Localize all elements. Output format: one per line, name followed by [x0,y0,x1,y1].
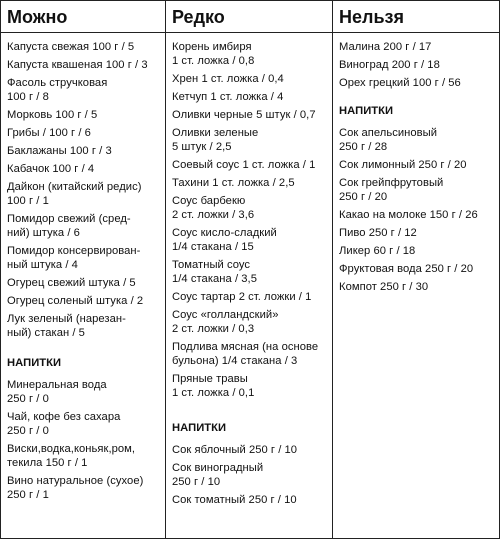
item-text-line: 2 ст. ложки / 0,3 [172,323,255,335]
item-text-line: 250 г / 0 [7,425,49,437]
drink-item [172,443,328,457]
column-body [1,33,165,502]
item-text-line: Соус тартар 2 ст. ложки / 1 [172,291,312,303]
item-text-line: бульона) 1/4 стакана / 3 [172,355,298,367]
item-text-line: 5 штук / 2,5 [172,141,232,153]
item-text-line: Фруктовая вода 250 г / 20 [339,263,474,275]
item-text-line: Сок яблочный 250 г / 10 [172,444,298,456]
item-text-line: Подлива мясная (на основе [172,341,319,353]
drink-item [339,126,495,154]
item-text-line: ный штука / 4 [7,259,78,271]
item-text-line: ный) стакан / 5 [7,327,85,339]
item-text-line: Кабачок 100 г / 4 [7,163,95,175]
food-item [172,258,328,286]
food-item [7,162,161,176]
food-item [7,76,161,104]
item-text-line: 250 г / 28 [339,141,388,153]
drink-item [339,280,495,294]
item-text-line: Чай, кофе без сахара [7,411,121,423]
item-text-line: Соус «голландский» [172,309,279,321]
item-text-line: Минеральная вода [7,379,107,391]
food-item [7,180,161,208]
drink-item [339,244,495,258]
item-text-line: Пиво 250 г / 12 [339,227,417,239]
food-item [172,194,328,222]
food-item [172,372,328,400]
item-text-line: 250 г / 10 [172,476,221,488]
food-item [7,58,161,72]
column-body [333,33,499,294]
item-text-line: Томатный соус [172,259,251,271]
drink-item [7,410,161,438]
item-text-line: Лук зеленый (нарезан- [7,313,126,325]
food-item [339,40,495,54]
column-header: Редко [166,1,332,33]
drinks-section-title: НАПИТКИ [7,357,62,369]
food-item [172,226,328,254]
item-text-line: Сок томатный 250 г / 10 [172,494,297,506]
item-text-line: Сок грейпфрутовый [339,177,444,189]
item-text-line: Капуста свежая 100 г / 5 [7,41,135,53]
item-text-line: Тахини 1 ст. ложка / 2,5 [172,177,295,189]
item-text-line: Малина 200 г / 17 [339,41,432,53]
item-text-line: Соевый соус 1 ст. ложка / 1 [172,159,316,171]
column-header: Можно [1,1,165,33]
item-text-line: Кетчуп 1 ст. ложка / 4 [172,91,284,103]
drinks-section-title: НАПИТКИ [339,105,394,117]
item-text-line: Морковь 100 г / 5 [7,109,98,121]
item-text-line: Орех грецкий 100 г / 56 [339,77,461,89]
drink-item [172,493,328,507]
column-rarely [165,1,332,538]
item-text-line: Сок апельсиновый [339,127,438,139]
food-item [339,58,495,72]
item-text-line: Грибы / 100 г / 6 [7,127,91,139]
food-item [7,144,161,158]
item-text-line: Капуста квашеная 100 г / 3 [7,59,148,71]
item-text-line: Ликер 60 г / 18 [339,245,416,257]
item-text-line: ний) штука / 6 [7,227,80,239]
item-text-line: Дайкон (китайский редис) [7,181,142,193]
drink-item [7,442,161,470]
drink-item [339,158,495,172]
food-item [7,40,161,54]
food-item [7,126,161,140]
item-text-line: 250 г / 0 [7,393,49,405]
drink-item [7,378,161,406]
food-item [7,108,161,122]
food-item [172,158,328,172]
food-item [172,90,328,104]
drink-item [339,176,495,204]
drinks-section-title: НАПИТКИ [172,422,227,434]
item-text-line: 1 ст. ложка / 0,8 [172,55,255,67]
item-text-line: Баклажаны 100 г / 3 [7,145,112,157]
item-text-line: Соус барбекю [172,195,246,207]
item-text-line: Корень имбиря [172,41,252,53]
item-text-line: 1/4 стакана / 3,5 [172,273,257,285]
column-allowed [1,1,165,538]
food-item [172,308,328,336]
food-item [172,340,328,368]
item-text-line: Пряные травы [172,373,248,385]
item-text-line: Сок виноградный [172,462,264,474]
food-item [7,244,161,272]
item-text-line: Огурец свежий штука / 5 [7,277,136,289]
food-item [7,312,161,340]
item-text-line: Помидор свежий (сред- [7,213,131,225]
item-text-line: 100 г / 1 [7,195,49,207]
drink-item [172,461,328,489]
item-text-line: Оливки черные 5 штук / 0,7 [172,109,316,121]
item-text-line: 100 г / 8 [7,91,49,103]
food-item [339,76,495,90]
food-item [172,290,328,304]
column-forbidden [332,1,499,538]
food-item [172,176,328,190]
food-item [172,108,328,122]
item-text-line: Сок лимонный 250 г / 20 [339,159,467,171]
item-text-line: 1/4 стакана / 15 [172,241,254,253]
item-text-line: 250 г / 20 [339,191,388,203]
item-text-line: текила 150 г / 1 [7,457,88,469]
column-header: Нельзя [333,1,499,33]
column-body [166,33,332,507]
item-text-line: Помидор консервирован- [7,245,141,257]
item-text-line: Виски,водка,коньяк,ром, [7,443,136,455]
food-item [7,212,161,240]
drink-item [339,262,495,276]
food-item [7,276,161,290]
item-text-line: Оливки зеленые [172,127,259,139]
drink-item [339,226,495,240]
food-item [172,126,328,154]
item-text-line: Огурец соленый штука / 2 [7,295,144,307]
item-text-line: Фасоль стручковая [7,77,108,89]
item-text-line: Какао на молоке 150 г / 26 [339,209,478,221]
item-text-line: 250 г / 1 [7,489,49,501]
drink-item [339,208,495,222]
item-text-line: Соус кисло-сладкий [172,227,277,239]
drink-item [7,474,161,502]
item-text-line: Хрен 1 ст. ложка / 0,4 [172,73,284,85]
item-text-line: Вино натуральное (сухое) [7,475,144,487]
item-text-line: Компот 250 г / 30 [339,281,429,293]
food-item [172,40,328,68]
item-text-line: 2 ст. ложки / 3,6 [172,209,255,221]
item-text-line: 1 ст. ложка / 0,1 [172,387,255,399]
item-text-line: Виноград 200 г / 18 [339,59,440,71]
food-item [172,72,328,86]
food-item [7,294,161,308]
